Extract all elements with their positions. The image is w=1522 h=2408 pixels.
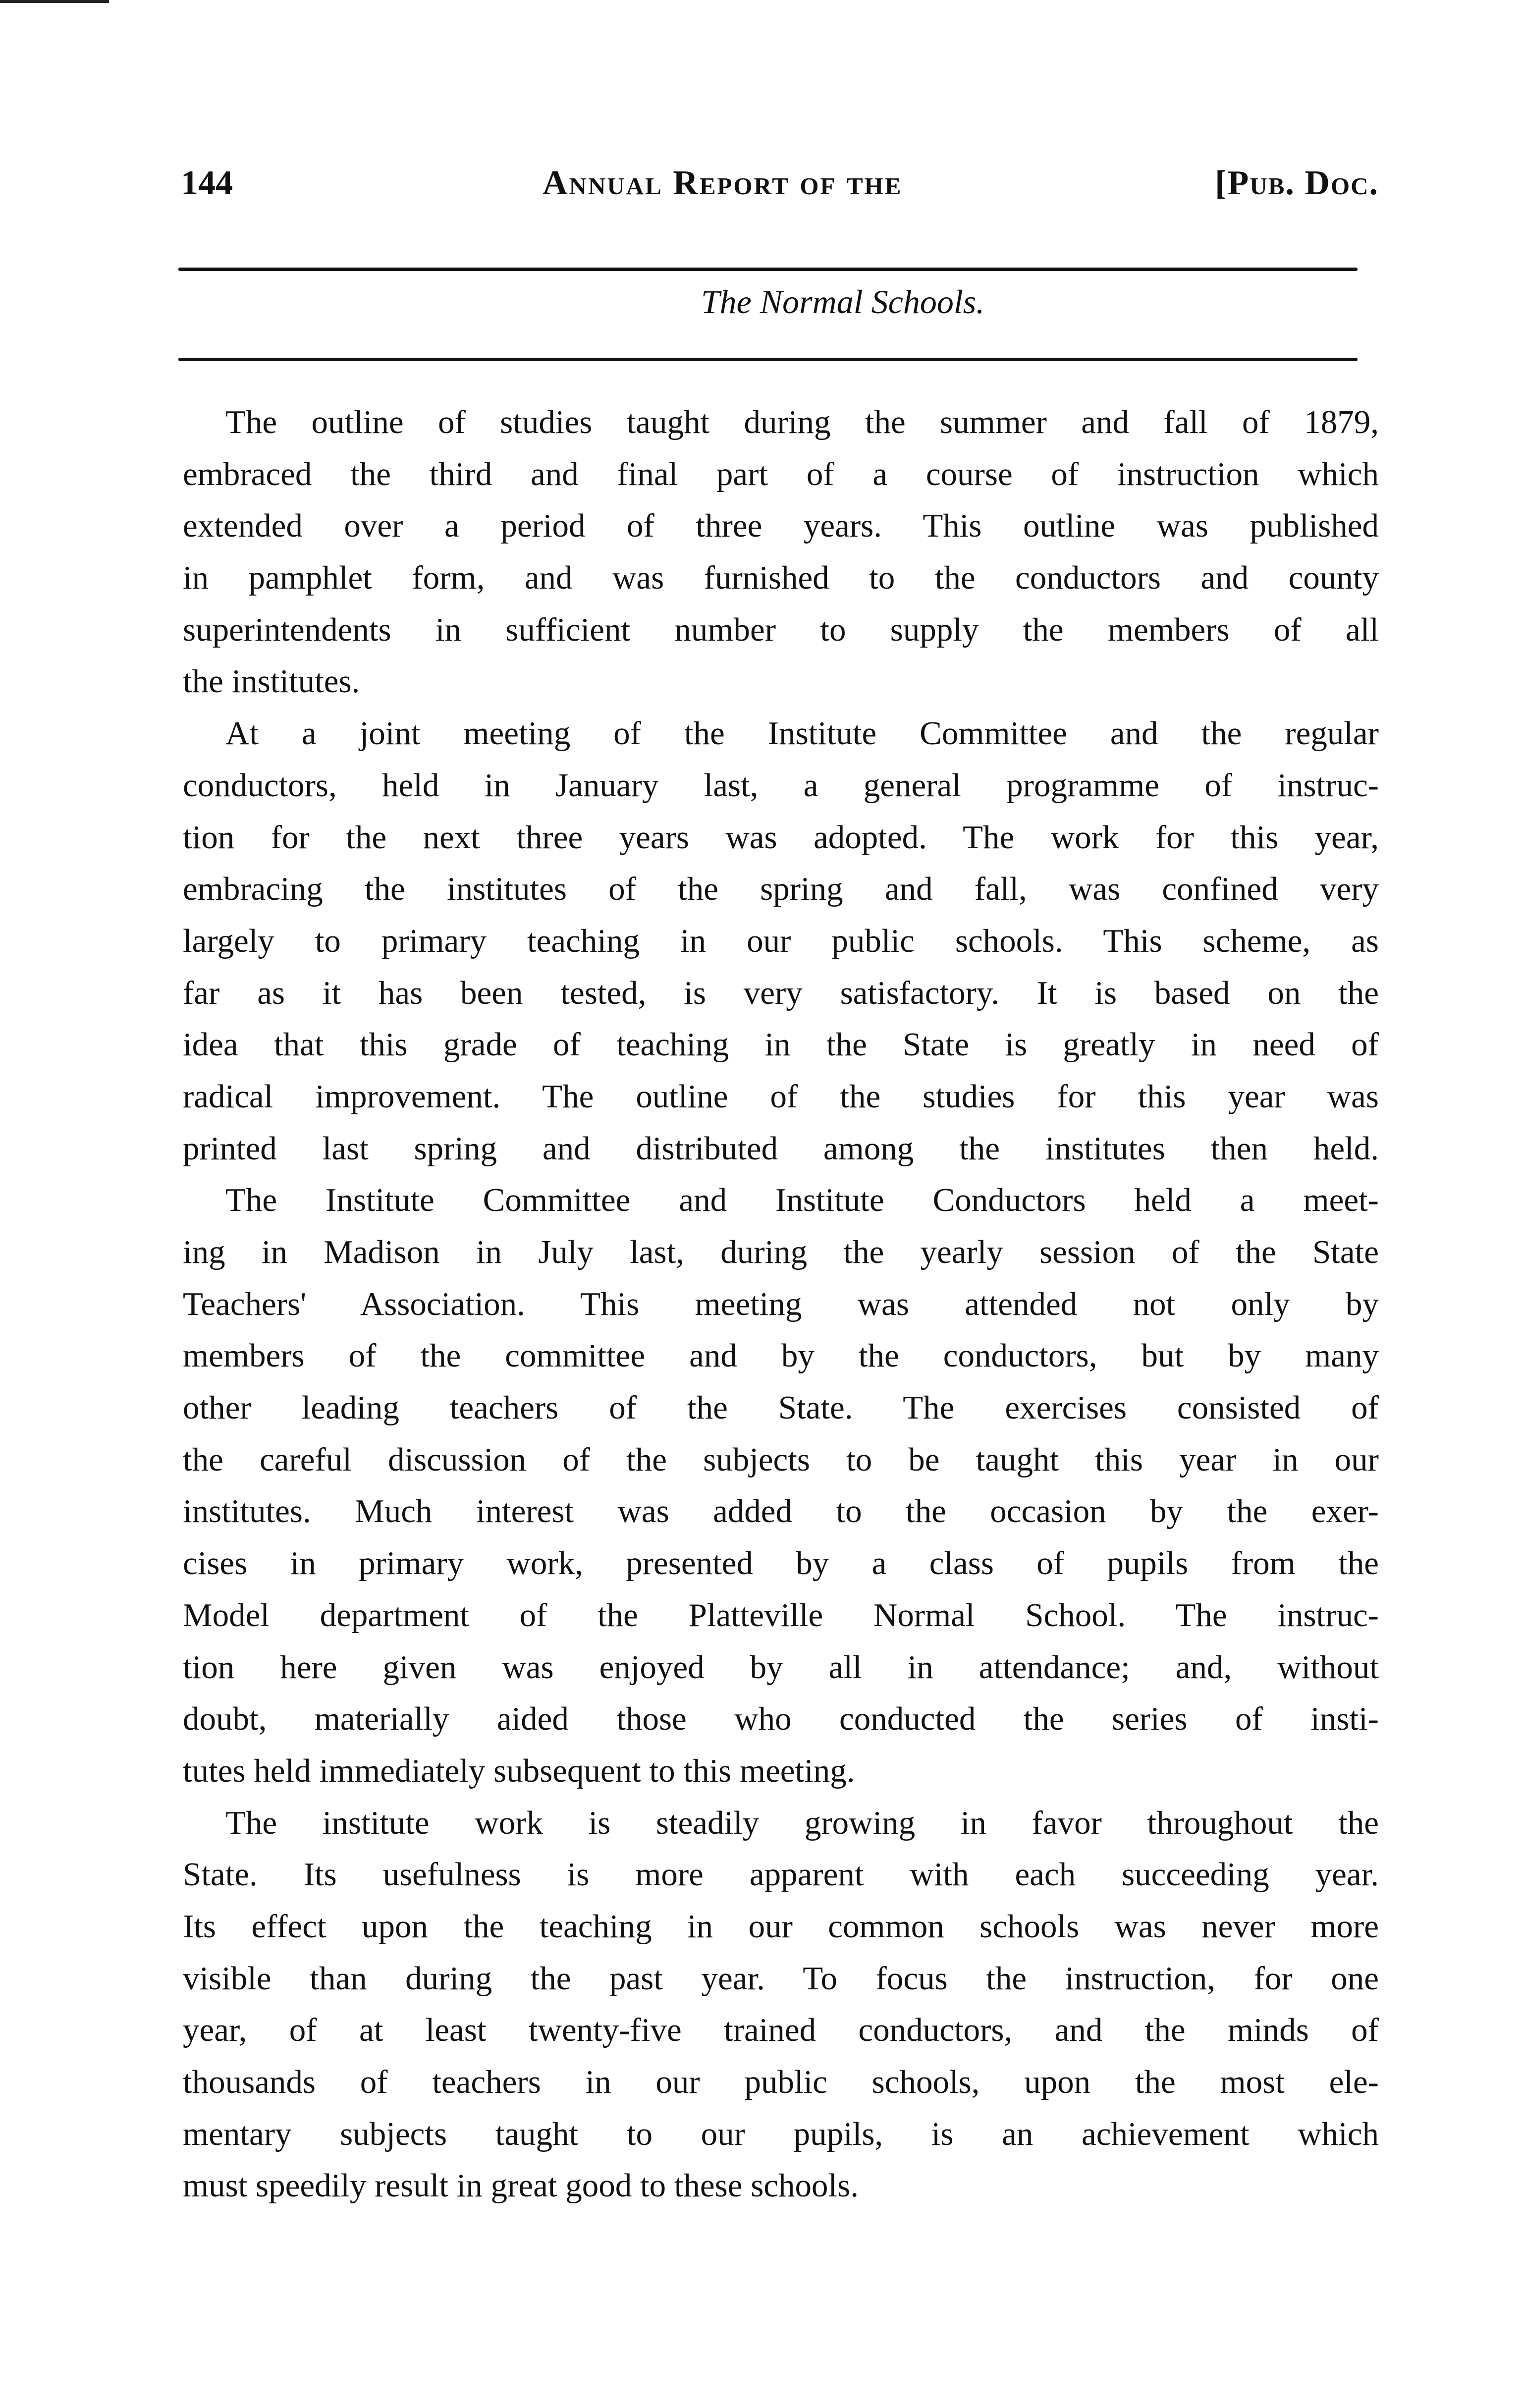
text-line: must speedily result in great good to these schools. [183,2167,859,2204]
paragraph [183,1174,1379,1797]
text-line: the institutes. [183,663,360,700]
text-line: idea that this grade of teaching in the State is greatly in need of [183,1026,1379,1063]
paragraph [183,708,1379,1174]
doc-label: [Pub. Doc. [1215,164,1379,202]
text-line: other leading teachers of the State. The exercises consisted of [183,1389,1379,1426]
section-title: The Normal Schools. [701,283,985,321]
text-line: year, of at least twenty-five trained conductors, and the minds of [183,2012,1379,2049]
text-line: in pamphlet form, and was furnished to the conductors and county [183,559,1379,597]
page-edge-mark [0,0,109,3]
text-line: members of the committee and by the conductors, but by many [183,1337,1379,1374]
text-line: State. Its usefulness is more apparent with each succeeding year. [183,1856,1379,1893]
text-line: Teachers' Association. This meeting was attended not only by [183,1285,1379,1322]
text-line: conductors, held in January last, a general programme of instruc- [183,766,1379,804]
text-line: embracing the institutes of the spring and fall, was confined very [183,871,1379,908]
text-line: embraced the third and final part of a course of instruction which [183,455,1379,493]
text-line: thousands of teachers in our public schools, upon the most ele- [183,2064,1379,2100]
body-text [183,396,1379,2212]
text-line: ing in Madison in July last, during the yearly session of the State [183,1234,1379,1270]
section-rule [178,358,1358,361]
text-line: radical improvement. The outline of the studies for this year was [183,1078,1379,1115]
text-line: mentary subjects taught to our pupils, is an achievement which [183,2115,1379,2152]
text-line: Model department of the Platteville Normal School. The instruc- [183,1596,1379,1634]
page-number: 144 [181,164,233,202]
text-line: tion here given was enjoyed by all in attendance; and, without [183,1648,1379,1686]
text-line: extended over a period of three years. This outline was published [183,507,1379,545]
header-rule [178,268,1358,271]
text-line: The outline of studies taught during the summer and fall of 1879, [225,404,1379,440]
text-line: superintendents in sufficient number to supply the members of all [183,611,1379,648]
text-line: The institute work is steadily growing in favor throughout the [225,1804,1379,1841]
text-line: Its effect upon the teaching in our common schools was never more [183,1908,1379,1945]
text-line: At a joint meeting of the Institute Committee and the regular [225,715,1379,752]
text-line: printed last spring and distributed among the institutes then held. [183,1130,1379,1167]
paragraph [183,1797,1379,2212]
text-line: the careful discussion of the subjects to be taught this year in our [183,1441,1379,1478]
text-line: cises in primary work, presented by a class of pupils from the [183,1545,1379,1582]
text-line: doubt, materially aided those who conducted the series of insti- [183,1700,1379,1738]
text-line: largely to primary teaching in our public schools. This scheme, as [183,922,1379,959]
text-line: visible than during the past year. To focus the instruction, for one [183,1960,1379,1997]
text-line: tutes held immediately subsequent to this meeting. [183,1752,855,1789]
text-line: tion for the next three years was adopted. The work for this year, [183,819,1379,856]
text-line: The Institute Committee and Institute Conductors held a meet- [225,1182,1379,1219]
running-header [181,164,1379,213]
text-line: institutes. Much interest was added to the occasion by the exer- [183,1493,1379,1530]
paragraph [183,396,1379,708]
running-title: Annual Report of the [543,164,903,202]
text-line: far as it has been tested, is very satisfactory. It is based on the [183,974,1379,1011]
